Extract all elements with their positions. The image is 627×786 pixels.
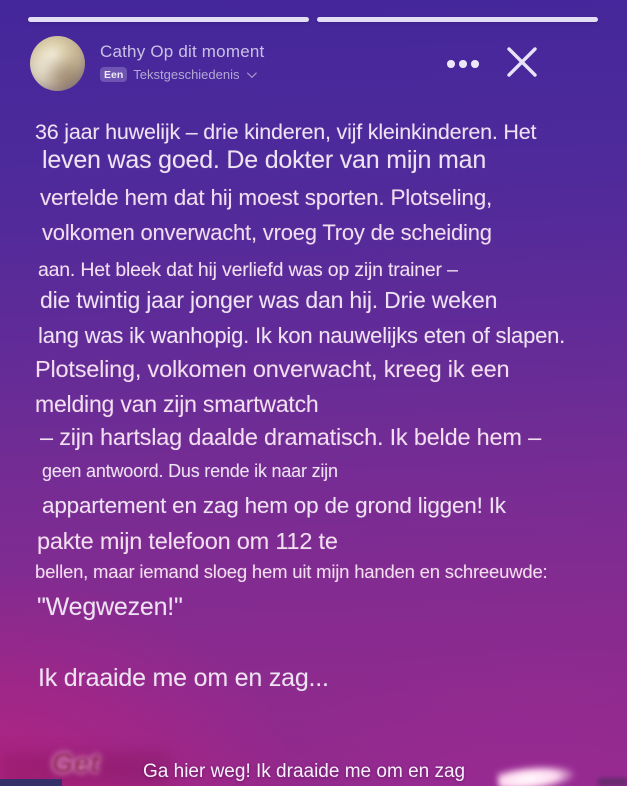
ellipsis-icon [447,60,455,68]
story-text-line: melding van zijn smartwatch [35,391,319,417]
story-text-line: volkomen onverwacht, vroeg Troy de scheiding [42,220,492,245]
close-button[interactable] [502,42,542,82]
story-text-line: geen antwoord. Dus rende ik naar zijn [42,461,338,481]
story-progress-segment[interactable] [317,17,598,22]
story-text-line: 36 jaar huwelijk – drie kinderen, vijf kleinkinderen. Het [35,120,537,144]
avatar[interactable] [30,36,85,91]
bottom-left-bar [0,779,62,786]
story-text-line: lang was ik wanhopig. Ik kon nauwelijks eten of slapen. [38,323,566,348]
story-text-line: Ik draaide me om en zag... [38,664,329,692]
author-name[interactable]: Cathy Op dit moment [100,42,265,61]
story-text-line: bellen, maar iemand sloeg hem uit mijn handen en schreeuwde: [35,561,548,582]
story-progress-bar [28,17,598,22]
story-text-line: Plotseling, volkomen onverwacht, kreeg ik een [35,356,510,382]
story-text-line: die twintig jaar jonger was dan hij. Drie weken [40,287,498,313]
story-header [0,34,627,94]
story-text-line: vertelde hem dat hij moest sporten. Plotseling, [40,185,493,210]
bottom-right-smudge [598,778,627,786]
watermark-text: Get [52,748,101,778]
story-progress-segment[interactable] [28,17,309,22]
story-type-badge: Een [100,67,127,82]
close-icon [502,42,542,82]
highlight-blob [497,762,575,786]
story-text-line: – zijn hartslag daalde dramatisch. Ik belde hem – [40,424,541,450]
more-options-button[interactable] [443,56,483,72]
story-text-line: appartement en zag hem op de grond liggen! Ik [42,493,506,518]
story-text-line: leven was goed. De dokter van mijn man [42,146,487,174]
caption-text: Ga hier weg! Ik draaide me om en zag [143,761,466,782]
chevron-down-icon [246,68,256,78]
story-text-line: aan. Het bleek dat hij verliefd was op zijn trainer – [38,259,458,281]
story-type-label: Tekstgeschiedenis [133,67,240,82]
story-type-row[interactable] [100,67,254,82]
story-text-line: pakte mijn telefoon om 112 te [37,528,338,554]
story-text-line: "Wegwezen!" [37,593,183,621]
